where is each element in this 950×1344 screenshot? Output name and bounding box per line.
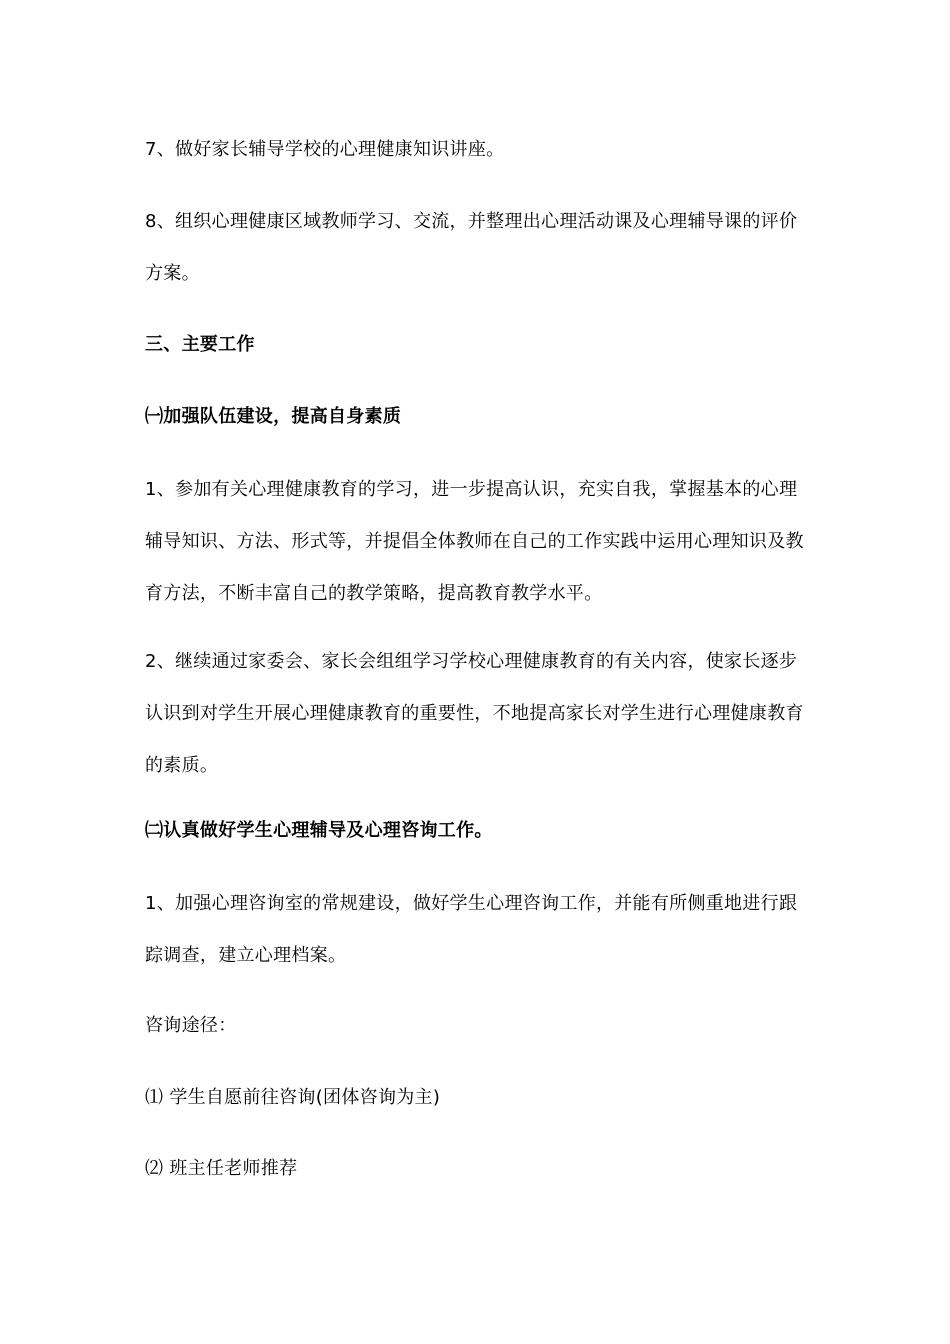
paragraph-team-item-2: 2、继续通过家委会、家长会组组学习学校心理健康教育的有关内容，使家长逐步认识到对学生开展心理健康教育的重要性，不地提高家长对学生进行心理健康教育的素质。 xyxy=(145,651,804,776)
counseling-channel-1: ⑴ 学生自愿前往咨询(团体咨询为主) xyxy=(145,1087,441,1108)
paragraph-counseling-item-1: 1、加强心理咨询室的常规建设，做好学生心理咨询工作，并能有所侧重地进行跟踪调查，建立心理档案。 xyxy=(145,893,798,966)
counseling-channels-label: 咨询途径： xyxy=(145,1015,237,1036)
subsection-heading-team-building: ㈠加强队伍建设，提高自身素质 xyxy=(145,406,402,427)
paragraph-team-item-1: 1、参加有关心理健康教育的学习，进一步提高认识，充实自我，掌握基本的心理辅导知识、方法、形式等，并提倡全体教师在自己的工作实践中运用心理知识及教育方法，不断丰富自己的教学策略，提高教育教学水平。 xyxy=(145,479,804,604)
paragraph-item-7: 7、做好家长辅导学校的心理健康知识讲座。 xyxy=(145,139,505,160)
subsection-heading-counseling: ㈡认真做好学生心理辅导及心理咨询工作。 xyxy=(145,820,493,841)
paragraph-item-8: 8、组织心理健康区域教师学习、交流，并整理出心理活动课及心理辅导课的评价方案。 xyxy=(145,211,798,284)
counseling-channel-2: ⑵ 班主任老师推荐 xyxy=(145,1158,298,1179)
section-heading-main-work: 三、主要工作 xyxy=(145,334,255,355)
